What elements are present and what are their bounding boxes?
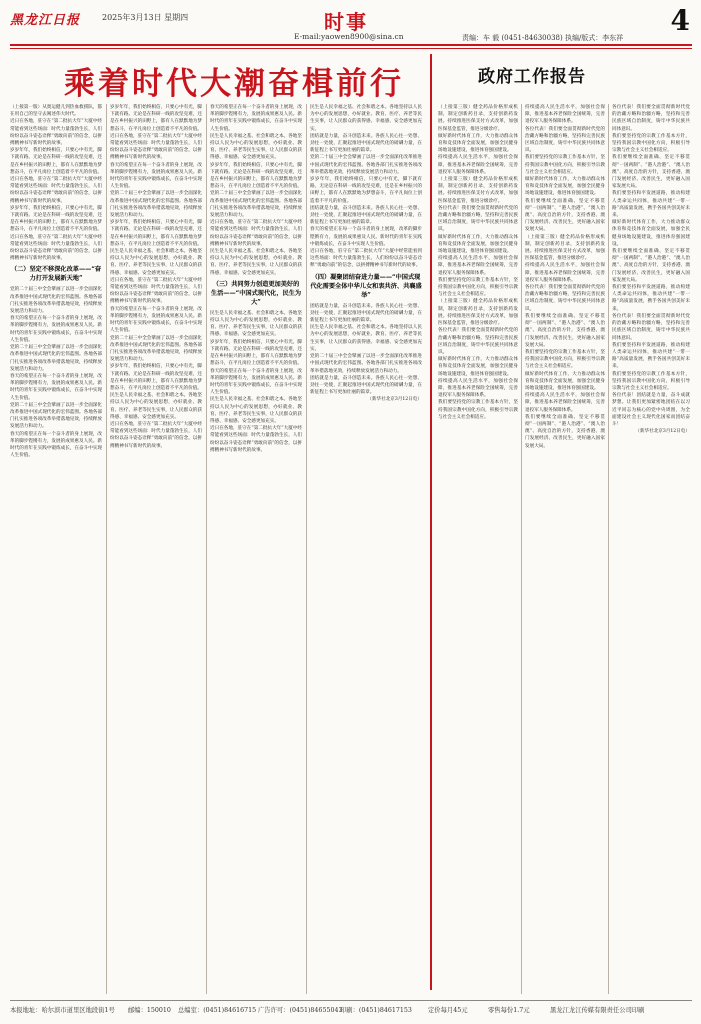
footer-printer: 黑龙江龙江传媒有限责任公司印刷 [550, 1007, 645, 1014]
article-paragraph: 春天的希望正在每一个奋斗者的身上展现，改革的脚步铿锵有力，发展的成果惠及人民。新时代的青年在实践中锻炼成长，在奋斗中实现人生价值。 [10, 431, 102, 459]
article-byline: （新华社北京3月12日电） [367, 397, 422, 403]
footer-price: 定价每月45元 [428, 1007, 468, 1014]
footer-retail-price: 零售每份1.7元 [488, 1007, 530, 1014]
column-divider [608, 104, 609, 994]
column-divider [106, 104, 107, 994]
article-paragraph: 党的二十届三中全会擘画了以进一步全面深化改革推进中国式现代化的宏伟蓝图。各地各部门扎实推进各项改革举措落地见效，持续释放发展活力和动力。 [110, 335, 202, 363]
article-paragraph: 团结就是力量，奋斗创造未来。各族人民心往一处想、劲往一处使，汇聚起推进中国式现代化的磅礴力量，在新征程上书写更加壮丽的篇章。 [310, 375, 422, 396]
report-paragraph: 各位代表！我们要全面贯彻新时代党的治藏方略和治疆方略，坚持和完善民族区域自治制度，铸牢中华民族共同体意识。 [612, 105, 690, 132]
subheading: （二）坚定不移深化改革——“奋力打开发展新天地” [10, 266, 102, 283]
article-column-3 [210, 104, 302, 994]
report-paragraph: 我们要继续全面准确、坚定不移贯彻“一国两制”、“港人治港”、“澳人治澳”、高度自治的方针，支持香港、澳门发展经济、改善民生，更好融入国家发展大局。 [525, 198, 605, 233]
report-paragraph: 我们要坚持和平发展道路，推动构建人类命运共同体，推动共建“一带一路”高质量发展，携手各国共创美好未来。 [612, 285, 690, 312]
report-paragraph: 持续提高人民生活水平，加强社会保障，推进基本养老保险全国统筹，完善退役军人服务保障体系。 [438, 155, 518, 175]
article-paragraph: 党的二十届三中全会擘画了以进一步全面深化改革推进中国式现代化的宏伟蓝图。各地各部门扎实推进各项改革举措落地见效，持续释放发展活力和动力。 [310, 155, 422, 175]
article-column-4 [310, 104, 422, 994]
footer-ad-phone: 广告许可：(0451)84655043 [258, 1007, 343, 1014]
footer-address: 本报地址：哈尔滨市道里区地段街1号 [10, 1007, 115, 1014]
article-paragraph: 岁岁年年，我们始终相信，只要心中有光，脚下就有路。无论是在科研一线的攻坚克难，还是在乡村振兴的田野上，都有人在默默地为梦想奋斗，在平凡岗位上创造着不平凡的价值。 [10, 205, 102, 233]
report-paragraph: 我们要继续全面准确、坚定不移贯彻“一国两制”、“港人治港”、“澳人治澳”、高度自治的方针，支持香港、澳门发展经济、改善民生，更好融入国家发展大局。 [525, 414, 605, 449]
footer-print-phone: 印刷：(0451)84617153 [340, 1007, 412, 1014]
report-paragraph: 做好新时代体育工作，大力推动群众体育和竞技体育全面发展，加强全民健身场地设施建设，推进体育强国建设。 [525, 177, 605, 197]
masthead [10, 6, 692, 44]
report-paragraph: 我们要坚持党的宗教工作基本方针，坚持我国宗教中国化方向，积极引导宗教与社会主义社会相适应。 [438, 400, 518, 420]
section-title: 时事 [324, 10, 368, 34]
report-paragraph: 各位代表！我们要全面贯彻新时代党的治藏方略和治疆方略，坚持和完善民族区域自治制度，铸牢中华民族共同体意识。 [438, 328, 518, 355]
article-paragraph: 民生是人民幸福之基、社会和谐之本。各地坚持以人民为中心的发展思想，办好就业、教育、医疗、养老等民生实事，让人民群众的获得感、幸福感、安全感更加充实。 [310, 325, 422, 352]
report-paragraph: 做好新时代体育工作，大力推动群众体育和竞技体育全面发展，加强全民健身场地设施建设，推进体育强国建设。 [438, 357, 518, 377]
article-paragraph: 春天的希望正在每一个奋斗者的身上展现，改革的脚步铿锵有力，发展的成果惠及人民。新时代的青年在实践中锻炼成长，在奋斗中实现人生价值。 [110, 306, 202, 334]
article-paragraph: 近日在各地，驻守在“第二批抗大年”大厦中经常能看到这些场面：时代力量蓬勃生长，人们纷纷以奋斗姿态诠释“勇敢向前”的信念，以拼搏精神书写新时代的故事。 [210, 220, 302, 247]
section-email: E-mail:yaowen8900@sina.cn [294, 32, 404, 41]
report-paragraph: 做好新时代体育工作，大力推动群众体育和竞技体育全面发展，加强全民健身场地设施建设，推进体育强国建设。 [525, 371, 605, 391]
article-paragraph: 近日在各地，驻守在“第二批抗大年”大厦中经常能看到这些场面：时代力量蓬勃生长，人们纷纷以奋斗姿态诠释“勇敢向前”的信念，以拼搏精神书写新时代的故事。 [310, 249, 422, 269]
report-column-2 [525, 104, 605, 994]
report-paragraph: 我们要坚持党的宗教工作基本方针，坚持我国宗教中国化方向，积极引导宗教与社会主义社会相适应。 [612, 371, 690, 391]
article-paragraph: 民生是人民幸福之基、社会和谐之本。各地坚持以人民为中心的发展思想，办好就业、教育、医疗、养老等民生实事，让人民群众的获得感、幸福感、安全感更加充实。 [110, 393, 202, 420]
article-paragraph: 近日在各地，驻守在“第二批抗大年”大厦中经常能看到这些场面：时代力量蓬勃生长，人们纷纷以奋斗姿态诠释“勇敢向前”的信念，以拼搏精神书写新时代的故事。 [10, 119, 102, 147]
article-paragraph: 春天的希望正在每一个奋斗者的身上展现，改革的脚步铿锵有力，发展的成果惠及人民。新时代的青年在实践中锻炼成长，在奋斗中实现人生价值。 [10, 316, 102, 343]
article-paragraph: 春天的希望正在每一个奋斗者的身上展现，改革的脚步铿锵有力，发展的成果惠及人民。新时代的青年在实践中锻炼成长，在奋斗中实现人生价值。 [110, 162, 202, 190]
report-paragraph: 我们要坚持和平发展道路，推动构建人类命运共同体，推动共建“一带一路”高质量发展，携手各国共创美好未来。 [612, 342, 690, 370]
column-divider [521, 104, 522, 994]
article-paragraph: 近日在各地，驻守在“第二批抗大年”大厦中经常能看到这些场面：时代力量蓬勃生长，人们纷纷以奋斗姿态诠释“勇敢向前”的信念，以拼搏精神书写新时代的故事。 [10, 177, 102, 204]
report-paragraph: （上接第三版）健全药品价格形成机制，制定创新药目录，支持创新药发展。持续推进医保支付方式改革，加强医保基金监管，推进分级诊疗。 [438, 299, 518, 327]
header-divider-thin [10, 48, 692, 49]
footer-postcode: 邮编：150010 [128, 1007, 171, 1014]
header-divider [10, 44, 692, 46]
subheading: （三）共同努力创造更加美好的生活——“中国式现代化，民生为大” [210, 280, 302, 306]
report-paragraph: 各位代表！我们要全面贯彻新时代党的治藏方略和治疆方略，坚持和完善民族区域自治制度，铸牢中华民族共同体意识。 [438, 205, 518, 233]
report-paragraph: 我们要坚持党的宗教工作基本方针，坚持我国宗教中国化方向，积极引导宗教与社会主义社会相适应。 [438, 277, 518, 298]
newspaper-logo: 黑龙江日报 [10, 13, 81, 28]
article-paragraph: 近日在各地，驻守在“第二批抗大年”大厦中经常能看到这些场面：时代力量蓬勃生长，人们纷纷以奋斗姿态诠释“勇敢向前”的信念，以拼搏精神书写新时代的故事。 [10, 234, 102, 262]
report-paragraph: 持续提高人民生活水平，加强社会保障，推进基本养老保险全国统筹，完善退役军人服务保障体系。 [438, 256, 518, 276]
report-paragraph: （上接第三版）健全药品价格形成机制，制定创新药目录，支持创新药发展。持续推进医保支付方式改革，加强医保基金监管，推进分级诊疗。 [438, 105, 518, 132]
article-paragraph: 岁岁年年，我们始终相信，只要心中有光，脚下就有路。无论是在科研一线的攻坚克难，还是在乡村振兴的田野上，都有人在默默地为梦想奋斗，在平凡岗位上创造着不平凡的价值。 [210, 339, 302, 367]
report-column-1 [438, 104, 518, 994]
article-paragraph: 近日在各地，驻守在“第二批抗大年”大厦中经常能看到这些场面：时代力量蓬勃生长，人们纷纷以奋斗姿态诠释“勇敢向前”的信念，以拼搏精神书写新时代的故事。 [110, 421, 202, 449]
report-paragraph: 我们要继续全面准确、坚定不移贯彻“一国两制”、“港人治港”、“澳人治澳”、高度自治的方针，支持香港、澳门发展经济、改善民生，更好融入国家发展大局。 [525, 313, 605, 348]
article-paragraph: 春天的希望正在每一个奋斗者的身上展现，改革的脚步铿锵有力，发展的成果惠及人民。新时代的青年在实践中锻炼成长，在奋斗中实现人生价值。 [210, 105, 302, 132]
article-paragraph: 民生是人民幸福之基、社会和谐之本。各地坚持以人民为中心的发展思想，办好就业、教育、医疗、养老等民生实事，让人民群众的获得感、幸福感、安全感更加充实。 [210, 249, 302, 276]
column-divider [206, 104, 207, 994]
article-paragraph: 党的二十届三中全会擘画了以进一步全面深化改革推进中国式现代化的宏伟蓝图。各地各部门扎实推进各项改革举措落地见效，持续释放发展活力和动力。 [10, 345, 102, 372]
article-paragraph: 近日在各地，驻守在“第二批抗大年”大厦中经常能看到这些场面：时代力量蓬勃生长，人们纷纷以奋斗姿态诠释“勇敢向前”的信念，以拼搏精神书写新时代的故事。 [110, 277, 202, 305]
article-paragraph: 岁岁年年，我们始终相信，只要心中有光，脚下就有路。无论是在科研一线的攻坚克难，还是在乡村振兴的田野上，都有人在默默地为梦想奋斗，在平凡岗位上创造着不平凡的价值。 [310, 177, 422, 204]
article-paragraph: 党的二十届三中全会擘画了以进一步全面深化改革推进中国式现代化的宏伟蓝图。各地各部门扎实推进各项改革举措落地见效，持续释放发展活力和动力。 [110, 191, 202, 219]
article-paragraph: 团结就是力量，奋斗创造未来。各族人民心往一处想、劲往一处使，汇聚起推进中国式现代化的磅礴力量，在新征程上书写更加壮丽的篇章。 [310, 205, 422, 226]
article-paragraph: 民生是人民幸福之基、社会和谐之本。各地坚持以人民为中心的发展思想，办好就业、教育、医疗、养老等民生实事，让人民群众的获得感、幸福感、安全感更加充实。 [310, 105, 422, 132]
report-title: 政府工作报告 [478, 67, 586, 87]
footer-office-phone: 总编室：(0451)84616715 [178, 1007, 257, 1014]
report-column-3 [612, 104, 690, 994]
report-paragraph: 我们要坚持党的宗教工作基本方针，坚持我国宗教中国化方向，积极引导宗教与社会主义社会相适应。 [525, 155, 605, 175]
report-paragraph: 做好新时代体育工作，大力推动群众体育和竞技体育全面发展，加强全民健身场地设施建设，推进体育强国建设。 [612, 220, 690, 247]
article-paragraph: 岁岁年年，我们始终相信，只要心中有光，脚下就有路。无论是在科研一线的攻坚克难，还是在乡村振兴的田野上，都有人在默默地为梦想奋斗，在平凡岗位上创造着不平凡的价值。 [210, 162, 302, 190]
report-paragraph: 做好新时代体育工作，大力推动群众体育和竞技体育全面发展，加强全民健身场地设施建设，推进体育强国建设。 [438, 234, 518, 255]
report-paragraph: 持续提高人民生活水平，加强社会保障，推进基本养老保险全国统筹，完善退役军人服务保障体系。 [525, 105, 605, 125]
report-paragraph: 各位代表！我们要全面贯彻新时代党的治藏方略和治疆方略，坚持和完善民族区域自治制度，铸牢中华民族共同体意识。 [612, 313, 690, 341]
column-divider [306, 104, 307, 994]
article-intro: （上接第一版）从奥运健儿到热血救援队，都在用自己的坚守去阐述伟大时代。 [10, 105, 102, 118]
page-number: 4 [670, 4, 690, 37]
article-paragraph: 春天的希望正在每一个奋斗者的身上展现，改革的脚步铿锵有力，发展的成果惠及人民。新时代的青年在实践中锻炼成长，在奋斗中实现人生价值。 [210, 368, 302, 396]
article-paragraph: 岁岁年年，我们始终相信，只要心中有光，脚下就有路。无论是在科研一线的攻坚克难，还是在乡村振兴的田野上，都有人在默默地为梦想奋斗，在平凡岗位上创造着不平凡的价值。 [110, 220, 202, 247]
subheading: （四）凝聚团结奋进力量——“中国式现代化需要全体中华儿女和衷共济、共襄盛举” [310, 273, 422, 299]
article-column-1 [10, 104, 102, 994]
article-paragraph: 党的二十届三中全会擘画了以进一步全面深化改革推进中国式现代化的宏伟蓝图。各地各部门扎实推进各项改革举措落地见效，持续释放发展活力和动力。 [310, 354, 422, 374]
article-paragraph: 党的二十届三中全会擘画了以进一步全面深化改革推进中国式现代化的宏伟蓝图。各地各部门扎实推进各项改革举措落地见效，持续释放发展活力和动力。 [10, 287, 102, 315]
article-paragraph: 民生是人民幸福之基、社会和谐之本。各地坚持以人民为中心的发展思想，办好就业、教育、医疗、养老等民生实事，让人民群众的获得感、幸福感、安全感更加充实。 [210, 397, 302, 424]
report-closing: 各位代表！团结就是力量，奋斗成就梦想。让我们更加紧密地团结在以习近平同志为核心的党中央周围，为全面建设社会主义现代化国家而团结奋斗！ [612, 393, 690, 427]
article-paragraph: 近日在各地，驻守在“第二批抗大年”大厦中经常能看到这些场面：时代力量蓬勃生长，人们纷纷以奋斗姿态诠释“勇敢向前”的信念，以拼搏精神书写新时代的故事。 [210, 426, 302, 453]
article-column-2 [110, 104, 202, 994]
report-paragraph: （上接第三版）健全药品价格形成机制，制定创新药目录，支持创新药发展。持续推进医保支付方式改革，加强医保基金监管，推进分级诊疗。 [438, 177, 518, 204]
footer-divider [10, 1000, 692, 1001]
report-paragraph: 持续提高人民生活水平，加强社会保障，推进基本养老保险全国统筹，完善退役军人服务保障体系。 [438, 378, 518, 399]
report-paragraph: 做好新时代体育工作，大力推动群众体育和竞技体育全面发展，加强全民健身场地设施建设，推进体育强国建设。 [438, 133, 518, 154]
report-paragraph: 我们要继续全面准确、坚定不移贯彻“一国两制”、“港人治港”、“澳人治澳”、高度自治的方针，支持香港、澳门发展经济、改善民生，更好融入国家发展大局。 [612, 249, 690, 283]
article-paragraph: 春天的希望正在每一个奋斗者的身上展现，改革的脚步铿锵有力，发展的成果惠及人民。新时代的青年在实践中锻炼成长，在奋斗中实现人生价值。 [10, 373, 102, 401]
main-headline: 乘着时代大潮奋楫前行 [64, 66, 404, 102]
article-paragraph: 党的二十届三中全会擘画了以进一步全面深化改革推进中国式现代化的宏伟蓝图。各地各部门扎实推进各项改革举措落地见效，持续释放发展活力和动力。 [210, 191, 302, 219]
issue-date: 2025年3月13日 星期四 [102, 13, 189, 22]
report-paragraph: 我们要坚持和平发展道路，推动构建人类命运共同体，推动共建“一带一路”高质量发展，携手各国共创美好未来。 [612, 191, 690, 219]
report-paragraph: 各位代表！我们要全面贯彻新时代党的治藏方略和治疆方略，坚持和完善民族区域自治制度，铸牢中华民族共同体意识。 [525, 126, 605, 154]
article-paragraph: 民生是人民幸福之基、社会和谐之本。各地坚持以人民为中心的发展思想，办好就业、教育、医疗、养老等民生实事，让人民群众的获得感、幸福感、安全感更加充实。 [210, 133, 302, 161]
editor-credits: 责编：车 毅 (0451-84630038) 执编/版式：李东祥 [462, 34, 624, 42]
article-paragraph: 岁岁年年，我们始终相信，只要心中有光，脚下就有路。无论是在科研一线的攻坚克难，还是在乡村振兴的田野上，都有人在默默地为梦想奋斗，在平凡岗位上创造着不平凡的价值。 [110, 105, 202, 132]
article-paragraph: 民生是人民幸福之基、社会和谐之本。各地坚持以人民为中心的发展思想，办好就业、教育、医疗、养老等民生实事，让人民群众的获得感、幸福感、安全感更加充实。 [210, 310, 302, 338]
report-paragraph: 我们要继续全面准确、坚定不移贯彻“一国两制”、“港人治港”、“澳人治澳”、高度自治的方针，支持香港、澳门发展经济、改善民生，更好融入国家发展大局。 [612, 155, 690, 190]
article-paragraph: 团结就是力量，奋斗创造未来。各族人民心往一处想、劲往一处使，汇聚起推进中国式现代化的磅礴力量，在新征程上书写更加壮丽的篇章。 [310, 303, 422, 324]
report-paragraph: 各位代表！我们要全面贯彻新时代党的治藏方略和治疆方略，坚持和完善民族区域自治制度，铸牢中华民族共同体意识。 [525, 285, 605, 312]
article-paragraph: 春天的希望正在每一个奋斗者的身上展现，改革的脚步铿锵有力，发展的成果惠及人民。新时代的青年在实践中锻炼成长，在奋斗中实现人生价值。 [310, 227, 422, 247]
article-paragraph: 近日在各地，驻守在“第二批抗大年”大厦中经常能看到这些场面：时代力量蓬勃生长，人们纷纷以奋斗姿态诠释“勇敢向前”的信念，以拼搏精神书写新时代的故事。 [110, 133, 202, 161]
article-paragraph: 党的二十届三中全会擘画了以进一步全面深化改革推进中国式现代化的宏伟蓝图。各地各部门扎实推进各项改革举措落地见效，持续释放发展活力和动力。 [10, 402, 102, 430]
article-paragraph: 民生是人民幸福之基、社会和谐之本。各地坚持以人民为中心的发展思想，办好就业、教育、医疗、养老等民生实事，让人民群众的获得感、幸福感、安全感更加充实。 [110, 249, 202, 276]
report-paragraph: 我们要坚持党的宗教工作基本方针，坚持我国宗教中国化方向，积极引导宗教与社会主义社会相适应。 [525, 349, 605, 370]
report-byline: （新华社北京3月12日电） [635, 429, 690, 435]
article-paragraph: 岁岁年年，我们始终相信，只要心中有光，脚下就有路。无论是在科研一线的攻坚克难，还是在乡村振兴的田野上，都有人在默默地为梦想奋斗，在平凡岗位上创造着不平凡的价值。 [110, 364, 202, 391]
article-paragraph: 岁岁年年，我们始终相信，只要心中有光，脚下就有路。无论是在科研一线的攻坚克难，还是在乡村振兴的田野上，都有人在默默地为梦想奋斗，在平凡岗位上创造着不平凡的价值。 [10, 148, 102, 175]
report-paragraph: 我们要坚持党的宗教工作基本方针，坚持我国宗教中国化方向，积极引导宗教与社会主义社会相适应。 [612, 133, 690, 154]
report-paragraph: 持续提高人民生活水平，加强社会保障，推进基本养老保险全国统筹，完善退役军人服务保障体系。 [525, 393, 605, 413]
report-paragraph: 持续提高人民生活水平，加强社会保障，推进基本养老保险全国统筹，完善退役军人服务保障体系。 [525, 263, 605, 283]
report-paragraph: （上接第三版）健全药品价格形成机制，制定创新药目录，支持创新药发展。持续推进医保支付方式改革，加强医保基金监管，推进分级诊疗。 [525, 234, 605, 262]
article-paragraph: 团结就是力量，奋斗创造未来。各族人民心往一处想、劲往一处使，汇聚起推进中国式现代化的磅礴力量，在新征程上书写更加壮丽的篇章。 [310, 133, 422, 154]
